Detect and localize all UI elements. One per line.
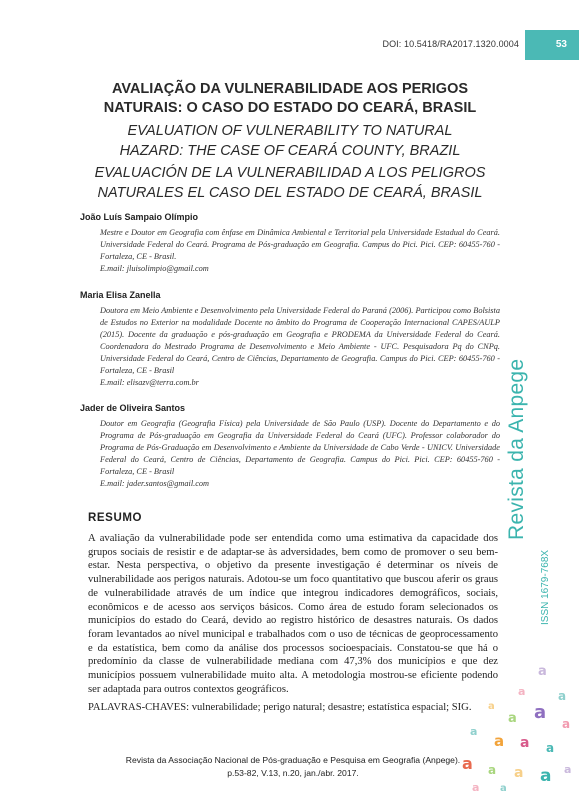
author-description: Mestre e Doutor em Geografia com ênfase em Dinâmica Ambiental e Territorial pela Universidade Estadual do Ceará. Universidade Federal do Ceará. Programa de Pós-graduação em Geografia. Campus do Pici. Pici. CEP: 60455-760 - Fortaleza, CE - Brasil. bbox=[100, 228, 500, 261]
decorative-letter: a bbox=[488, 763, 497, 777]
title-spanish-line2: NATURALES EL CASO DEL ESTADO DE CEARÁ, BRASIL bbox=[97, 185, 483, 201]
page-number-tab bbox=[525, 30, 579, 60]
decorative-letter: a bbox=[558, 689, 567, 703]
doi-label: DOI: 10.5418/RA2017.1320.0004 bbox=[382, 39, 519, 49]
decorative-letter: a bbox=[534, 702, 547, 723]
decorative-letter: a bbox=[564, 763, 572, 776]
author-entry bbox=[80, 290, 500, 389]
author-entry bbox=[80, 212, 500, 275]
decorative-letter: a bbox=[546, 741, 555, 755]
title-english-line2: HAZARD: THE CASE OF CEARÁ COUNTY, BRAZIL bbox=[119, 143, 461, 159]
author-email: E.mail: elisazv@terra.com.br bbox=[100, 378, 199, 387]
decorative-letter: a bbox=[462, 754, 473, 773]
author-entry bbox=[80, 403, 500, 490]
author-name: João Luís Sampaio Olímpio bbox=[80, 212, 199, 222]
decorative-letter: a bbox=[518, 685, 526, 698]
title-spanish-line1: EVALUACIÓN DE LA VULNERABILIDAD A LOS PELIGROS bbox=[94, 165, 486, 181]
author-email: E.mail: jader.santos@gmail.com bbox=[100, 479, 210, 488]
issn-vertical: ISSN 1679-768X bbox=[540, 549, 551, 625]
title-english bbox=[80, 121, 500, 161]
decorative-letter: a bbox=[494, 732, 505, 750]
decorative-letter: a bbox=[472, 781, 480, 794]
author-affiliation bbox=[100, 418, 500, 490]
title-portuguese-line2: NATURAIS: O CASO DO ESTADO DO CEARÁ, BRASIL bbox=[103, 100, 477, 116]
title-english-line1: EVALUATION OF VULNERABILITY TO NATURAL bbox=[127, 123, 453, 139]
author-name: Jader de Oliveira Santos bbox=[80, 403, 186, 413]
page-number: 53 bbox=[555, 39, 567, 50]
title-portuguese-line1: AVALIAÇÃO DA VULNERABILIDADE AOS PERIGOS bbox=[111, 81, 469, 97]
decorative-letter: a bbox=[488, 701, 495, 712]
decorative-letter: a bbox=[520, 735, 530, 751]
author-description: Doutora em Meio Ambiente e Desenvolvimento pela Universidade Federal do Paraná (2006). Participou como Bolsista de Estudos no Exterior na modalidade Docente no âmbito do Programa de Cooperação Internacional CAPES/AULP (2015). Docente da graduação e pós-graduação em Geografia e PRODEMA da Universidade Federal do Ceará. Coordenadora do Mestrado Programa de Desenvolvimento e Meio Ambiente - UFC. Pesquisadora Pq do CNPq. Universidade Federal do Ceará, Centro de Ciências, Departamento de Geografia. Campus do Pici. CEP: 60455-760 - Fortaleza, CE - Brasil bbox=[100, 306, 500, 375]
author-affiliation bbox=[100, 305, 500, 389]
title-portuguese bbox=[80, 80, 500, 118]
author-email: E.mail: jluisolimpio@gmail.com bbox=[100, 264, 209, 273]
decorative-letter: a bbox=[538, 664, 547, 679]
decorative-letter: a bbox=[470, 725, 478, 738]
footer-journal: Revista da Associação Nacional de Pós-graduação e Pesquisa em Geografia (Anpege). bbox=[125, 755, 461, 765]
decorative-letter: a bbox=[540, 766, 552, 786]
footer-volume: p.53-82, V.13, n.20, jan./abr. 2017. bbox=[227, 768, 359, 778]
decorative-letter: a bbox=[500, 783, 507, 794]
abstract-body: A avaliação da vulnerabilidade pode ser entendida como uma estimativa da capacidade dos grupos sociais de resistir e de adaptar-se às adversidades, bem como de promover o seu bem-estar. Nesta perspectiva, o objetivo da presente investigação é determinar os níveis de vulnerabilidade aos perigos naturais. Adotou-se um foco quantitativo que buscou aferir os graus de vulnerabilidade através de um índice que integrou indicadores demográficos, sociais, econômicos e de acesso aos serviços básicos. Como área de estudo foram selecionados os municípios do estado do Ceará, devido ao registro histórico de desastres naturais. Os dados foram levantados ao nível municipal e trabalhados com o uso de técnicas de geoprocessamento e da estatística, bem como da análise dos processos socioespaciais. Constatou-se que há o predomínio da classe de vulnerabilidade mediana com 47,3% dos municípios e que dez municípios possuem vulnerabilidade muito alta. A metodologia mostrou-se eficiente podendo ser adaptada para outros contextos geográficos. bbox=[88, 533, 498, 695]
author-affiliation bbox=[100, 227, 500, 275]
decorative-letter: a bbox=[562, 717, 571, 731]
decorative-letter: a bbox=[508, 711, 517, 726]
author-description: Doutor em Geografia (Geografia Física) pela Universidade de São Paulo (USP). Docente do Departamento e do Programa de Pós-graduação em Geografia da Universidade Federal do Ceará (UFC). Professor colaborador do Programa de Pós-Graduação em Desenvolvimento e Ambiente da Universidade de Cabo Verde - UNICV. Universidade Federal do Ceará, Centro de Ciências, Departamento de Geografia. Campus do Pici. Pici. CEP: 60455-760 - Fortaleza, CE - Brasil bbox=[100, 419, 500, 476]
footer-citation bbox=[88, 754, 498, 780]
author-name: Maria Elisa Zanella bbox=[80, 290, 161, 300]
keywords: PALAVRAS-CHAVES: vulnerabilidade; perigo natural; desastre; estatística espacial; SIG. bbox=[88, 702, 472, 713]
decorative-letter: a bbox=[514, 765, 524, 781]
journal-name-vertical: Revista da Anpege bbox=[505, 358, 528, 540]
title-block bbox=[80, 80, 500, 203]
title-spanish bbox=[80, 163, 500, 203]
abstract-heading: RESUMO bbox=[88, 512, 143, 524]
